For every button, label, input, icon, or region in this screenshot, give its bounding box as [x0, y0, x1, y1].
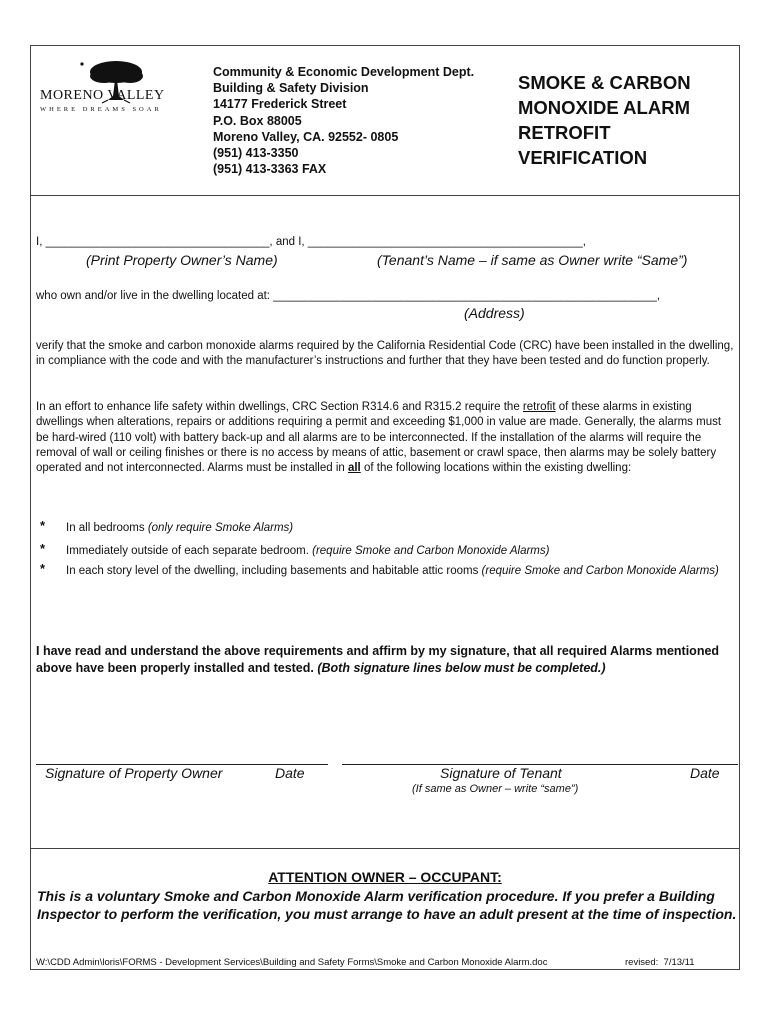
title-line: RETROFIT [518, 122, 611, 143]
owner-date-label: Date [275, 765, 305, 781]
requirements-text: of the following locations within the existing dwelling: [360, 462, 632, 475]
attention-divider [30, 848, 740, 849]
address-caption: (Address) [464, 305, 525, 321]
tenant-signature-label: Signature of Tenant [440, 765, 562, 781]
list-item-text: Immediately outside of each separate bedroom. [66, 545, 313, 557]
list-item-note: (require Smoke and Carbon Monoxide Alarms) [481, 565, 719, 577]
bullet-star: * [40, 561, 46, 576]
address-line: P.O. Box 88005 [213, 113, 302, 128]
list-item-text: In all bedrooms [66, 522, 148, 534]
bullet-star: * [40, 541, 46, 556]
form-title [518, 70, 691, 170]
department-address [213, 64, 474, 177]
retrofit-emphasis: retrofit [522, 401, 556, 413]
footer-revised-date: revised: 7/13/11 [625, 957, 695, 968]
address-line: (951) 413-3350 [213, 146, 299, 161]
header-divider [30, 195, 740, 196]
title-line: MONOXIDE ALARM [518, 97, 690, 118]
tenant-name-caption: (Tenant’s Name – if same as Owner write “Same”) [377, 252, 688, 268]
owner-signature-label: Signature of Property Owner [45, 765, 223, 781]
title-line: SMOKE & CARBON [518, 72, 691, 93]
affirmation-text: I have read and understand the above requirements and affirm by my signature, that all required Alarms mentioned above have been properly installed and tested. [36, 644, 720, 675]
list-item [66, 543, 738, 559]
title-line: VERIFICATION [518, 147, 648, 168]
attention-body: This is a voluntary Smoke and Carbon Monoxide Alarm verification procedure. If you prefer a Building Inspector to perform the verification, you must arrange to have an adult present at the time of inspection. [37, 888, 737, 922]
attention-heading: ATTENTION OWNER – OCCUPANT: [268, 869, 502, 885]
list-item-note: (only require Smoke Alarms) [147, 522, 294, 534]
list-item [66, 563, 738, 579]
address-field-label: who own and/or live in the dwelling located at [36, 290, 267, 302]
logo-tagline: WHERE DREAMS SOAR [40, 106, 162, 113]
logo-wordmark: MORENO VALLEY [40, 88, 165, 103]
address-line: Community & Economic Development Dept. [213, 65, 475, 79]
requirements-text: of these alarms in existing dwellings when alterations, repairs or additions requiring a permit and exceeding $1,000 in value are made. Generally, the alarms must be hard-wired (110 volt) with battery back-up and all alarms are to be interconnected. If the installation of the alarms will require the removal of wall or ceiling finishes or there is no access by means of attic, basement or crawl space, then alarms may be solely battery operated and not interconnected. Alarms must be installed in [36, 401, 722, 475]
owner-name-caption: (Print Property Owner’s Name) [86, 252, 278, 268]
list-item-text: In each story level of the dwelling, including basements and habitable attic rooms [66, 565, 482, 577]
names-field-line[interactable]: I, ___________________________________, and I, ___________________________________________, [36, 236, 587, 248]
address-line: (951) 413-3363 FAX [213, 162, 327, 177]
tenant-signature-note: (If same as Owner – write “same”) [412, 783, 579, 795]
address-line: Moreno Valley, CA. 92552- 0805 [213, 129, 399, 144]
requirements-text: In an effort to enhance life safety within dwellings, CRC Section R314.6 and R315.2 require the [36, 401, 523, 413]
requirements-paragraph [36, 400, 736, 476]
tenant-date-label: Date [690, 765, 720, 781]
all-emphasis: all [347, 462, 361, 475]
verify-paragraph: verify that the smoke and carbon monoxide alarms required by the California Residential Code (CRC) have been installed in the dwelling, in compliance with the code and with the manufacturer’s instructions and further that they have been tested and do function properly. [36, 340, 734, 368]
affirmation-statement [36, 643, 736, 677]
bullet-star: * [40, 518, 46, 533]
list-item-note: (require Smoke and Carbon Monoxide Alarms) [312, 545, 550, 557]
affirmation-note: (Both signature lines below must be completed.) [317, 661, 606, 675]
footer-file-path: W:\CDD Admin\loris\FORMS - Development Services\Building and Safety Forms\Smoke and Carbon Monoxide Alarm.doc [36, 957, 548, 968]
form-border [30, 45, 740, 970]
address-field-blank[interactable]: : ____________________________________________________________, [266, 290, 661, 302]
list-item [66, 520, 738, 536]
address-line: Building & Safety Division [213, 81, 369, 96]
address-field-line[interactable] [36, 290, 660, 302]
address-line: 14177 Frederick Street [213, 97, 347, 112]
